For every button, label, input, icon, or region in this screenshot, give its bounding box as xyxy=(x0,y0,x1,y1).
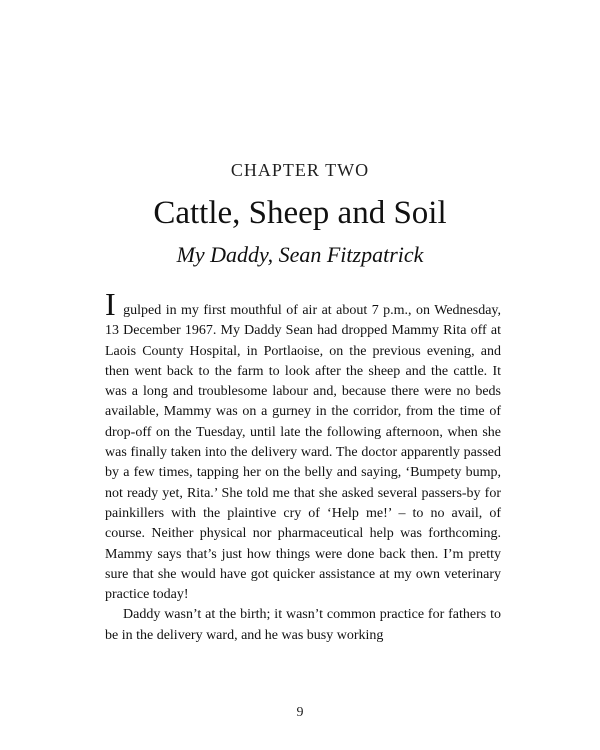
drop-cap: I xyxy=(105,286,116,322)
chapter-label: CHAPTER TWO xyxy=(230,160,370,180)
paragraph-1 xyxy=(105,286,502,605)
paragraph-1-text: gulped in my first mouthful of air at about 7 p.m., on Wednesday, 13 December 1967. My Daddy Sean had dropped Mammy Rita off at Laois County Hospital, in Portlaoise, on the previous evening, and then went back to the farm to look after the sheep and the cattle. It was a long and troublesome labour and, because there were no beds available, Mammy was on a gurney in the corridor, from the time of drop-off on the Tuesday, until late the following afternoon, when she was finally taken into the delivery ward. The doctor apparently passed by a few times, tapping her on the belly and saying, ‘Bumpety bump, not ready yet, Rita.’ She told me that she asked several passers-by for painkillers with the plaintive cry of ‘Help me!’ – to no avail, of course. Neither physical nor pharmaceutical help was forthcoming. Mammy says that’s just how things were done back then. I’m pretty sure that she would have got quicker assistance at my own veterinary practice today! xyxy=(105,303,502,603)
chapter-subtitle: My Daddy, Sean Fitzpatrick xyxy=(176,242,424,267)
body-text xyxy=(105,286,502,646)
chapter-title: Cattle, Sheep and Soil xyxy=(153,195,447,231)
paragraph-2: Daddy wasn’t at the birth; it wasn’t common practice for fathers to be in the delivery ward, and he was busy working xyxy=(105,607,501,643)
page-number: 9 xyxy=(296,705,304,720)
